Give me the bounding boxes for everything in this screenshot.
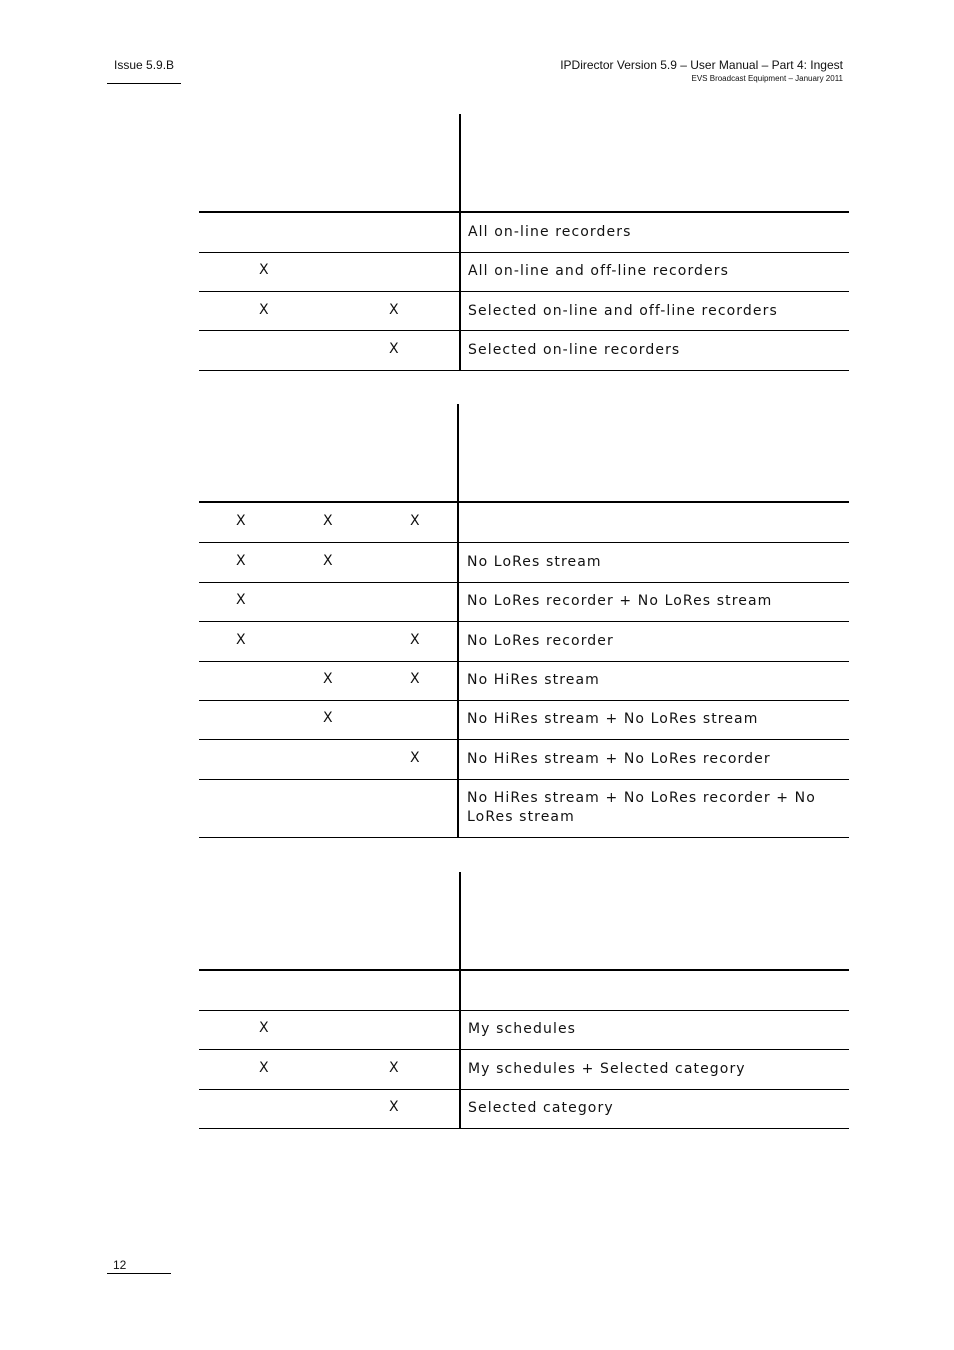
mark-col-1: X bbox=[259, 302, 270, 318]
table-row bbox=[199, 292, 849, 331]
mark-col-1: X bbox=[259, 1060, 270, 1076]
mark-col-1: X bbox=[236, 592, 247, 608]
issue-label: Issue 5.9.B bbox=[114, 58, 175, 72]
mark-col-2: X bbox=[323, 671, 334, 687]
row-description: Selected on-line recorders bbox=[468, 342, 681, 358]
table-row bbox=[199, 583, 849, 622]
mark-col-1: X bbox=[259, 1020, 270, 1036]
table-row bbox=[199, 971, 849, 1011]
row-description: No HiRes stream + No LoRes recorder + No LoRes stream bbox=[467, 790, 816, 825]
mark-col-2: X bbox=[323, 710, 334, 726]
row-description: All on-line and off-line recorders bbox=[468, 263, 730, 279]
row-description: No LoRes recorder bbox=[467, 633, 614, 649]
page-number: 12 bbox=[113, 1258, 127, 1272]
row-description: Selected on-line and off-line recorders bbox=[468, 303, 778, 319]
footer-divider bbox=[107, 1273, 171, 1274]
table-row bbox=[199, 740, 849, 780]
row-description: No HiRes stream + No LoRes stream bbox=[467, 711, 759, 727]
table-row bbox=[199, 253, 849, 292]
document-title: IPDirector Version 5.9 – User Manual – Part 4: Ingest bbox=[560, 58, 843, 72]
table-row bbox=[199, 213, 849, 253]
table-row bbox=[199, 543, 849, 583]
table-row bbox=[199, 331, 849, 371]
table-row bbox=[199, 503, 849, 543]
row-description: No HiRes stream bbox=[467, 672, 600, 688]
mark-col-2: X bbox=[389, 1060, 400, 1076]
row-description: My schedules + Selected category bbox=[468, 1061, 746, 1077]
stream-availability-table bbox=[199, 404, 849, 838]
mark-col-1: X bbox=[236, 632, 247, 648]
row-description: No LoRes recorder + No LoRes stream bbox=[467, 593, 773, 609]
row-description: Selected category bbox=[468, 1100, 614, 1116]
mark-col-3: X bbox=[410, 750, 421, 766]
schedule-filter-table bbox=[199, 872, 849, 1129]
table-row bbox=[199, 662, 849, 701]
table-row bbox=[199, 622, 849, 662]
row-description: No LoRes stream bbox=[467, 554, 602, 570]
recorder-selection-table bbox=[199, 114, 849, 371]
table-row bbox=[199, 780, 849, 838]
mark-col-2: X bbox=[323, 553, 334, 569]
table-row bbox=[199, 701, 849, 740]
mark-col-2: X bbox=[389, 341, 400, 357]
mark-col-2: X bbox=[389, 1099, 400, 1115]
mark-col-3: X bbox=[410, 671, 421, 687]
mark-col-1: X bbox=[236, 513, 247, 529]
mark-col-2: X bbox=[389, 302, 400, 318]
mark-col-3: X bbox=[410, 513, 421, 529]
table-row bbox=[199, 1090, 849, 1129]
row-description: All on-line recorders bbox=[468, 224, 632, 240]
table-row bbox=[199, 1011, 849, 1050]
mark-col-3: X bbox=[410, 632, 421, 648]
mark-col-1: X bbox=[259, 262, 270, 278]
table-row bbox=[199, 1050, 849, 1090]
row-description: My schedules bbox=[468, 1021, 577, 1037]
row-description: No HiRes stream + No LoRes recorder bbox=[467, 751, 771, 767]
document-subtitle: EVS Broadcast Equipment – January 2011 bbox=[691, 74, 843, 83]
mark-col-2: X bbox=[323, 513, 334, 529]
header-divider bbox=[107, 83, 181, 84]
mark-col-1: X bbox=[236, 553, 247, 569]
